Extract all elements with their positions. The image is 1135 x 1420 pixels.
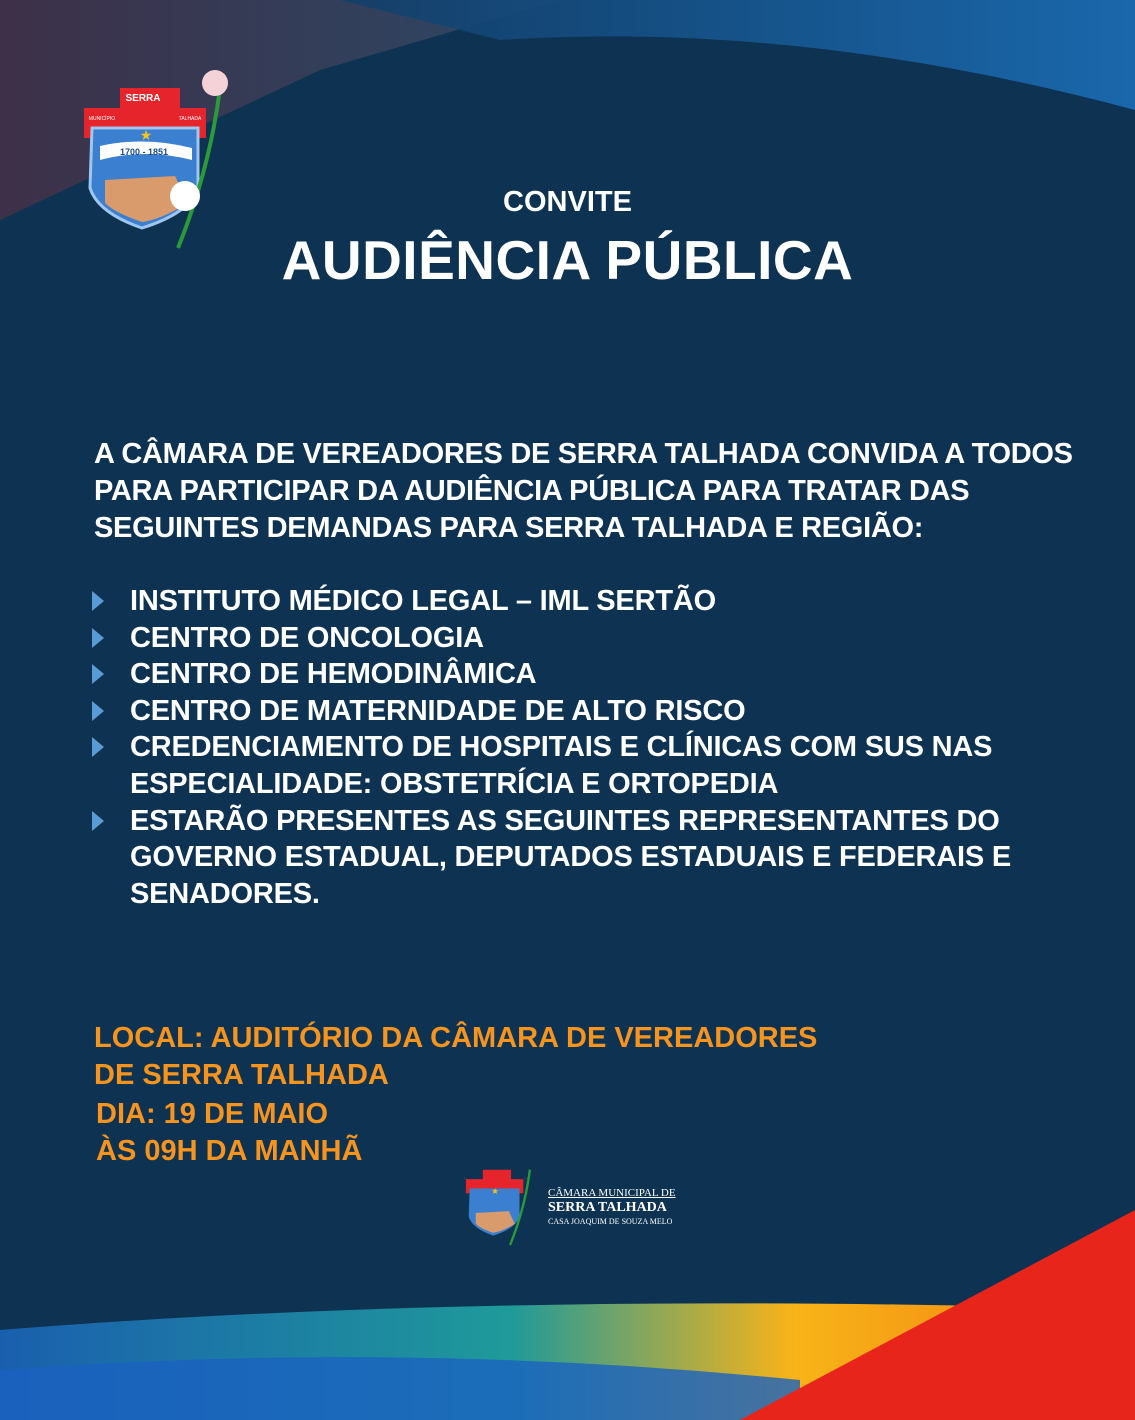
triangle-bullet-icon [92,591,104,611]
list-item-text: INSTITUTO MÉDICO LEGAL – IML SERTÃO [130,585,716,617]
triangle-bullet-icon [92,811,104,831]
svg-text:1700 - 1851: 1700 - 1851 [119,147,169,157]
list-item-text: CENTRO DE HEMODINÂMICA [130,658,537,691]
top-right-shape [340,0,1135,110]
event-time: ÀS 09H DA MANHÃ [96,1135,363,1167]
intro-paragraph: A CÂMARA DE VEREADORES DE SERRA TALHADA CONVIDA A TODOS PARA PARTICIPAR DA AUDIÊNCIA PÚBLICA PARA TRATAR DAS SEGUINTES DEMANDAS PARA SERRA TALHADA E REGIÃO: [94,438,1073,544]
svg-text:TALHADA: TALHADA [178,116,202,122]
page-title: AUDIÊNCIA PÚBLICA [281,229,854,291]
footer-line1: CÂMARA MUNICIPAL DE [548,1187,676,1199]
chamber-logo-icon [464,1160,544,1250]
footer-chamber-name [548,1187,676,1226]
list-item-text: CENTRO DE MATERNIDADE DE ALTO RISCO [130,694,746,727]
triangle-bullet-icon [92,701,104,721]
list-item-text: CREDENCIAMENTO DE HOSPITAIS E CLÍNICAS COM SUS NAS ESPECIALIDADE: OBSTETRÍCIA E ORTOPEDIA [130,731,993,800]
invitation-kicker: CONVITE [503,186,632,218]
footer-line2: SERRA TALHADA [548,1200,667,1215]
list-item-text: ESTARÃO PRESENTES AS SEGUINTES REPRESENTANTES DO GOVERNO ESTADUAL, DEPUTADOS ESTADUAIS E FEDERAIS E SENADORES. [130,804,1012,910]
svg-text:★: ★ [139,127,153,143]
list-item [92,729,1052,802]
triangle-bullet-icon [92,737,104,757]
event-date: DIA: 19 DE MAIO [96,1098,329,1130]
demands-list [92,583,1092,912]
list-item [92,583,1092,620]
triangle-bullet-icon [92,664,104,684]
svg-text:★: ★ [491,1186,499,1197]
event-location-line2: DE SERRA TALHADA [94,1059,389,1091]
list-item [92,693,1092,730]
triangle-bullet-icon [92,628,104,648]
list-item [92,656,1092,693]
list-item [92,803,1082,913]
list-item [92,620,1092,657]
event-location-line1: LOCAL: AUDITÓRIO DA CÂMARA DE VEREADORES [94,1022,818,1054]
svg-text:SERRA: SERRA [125,93,161,104]
svg-text:MUNICÍPIO: MUNICÍPIO [88,116,116,122]
footer-line3: CASA JOAQUIM DE SOUZA MELO [548,1217,673,1226]
list-item-text: CENTRO DE ONCOLOGIA [130,621,484,654]
